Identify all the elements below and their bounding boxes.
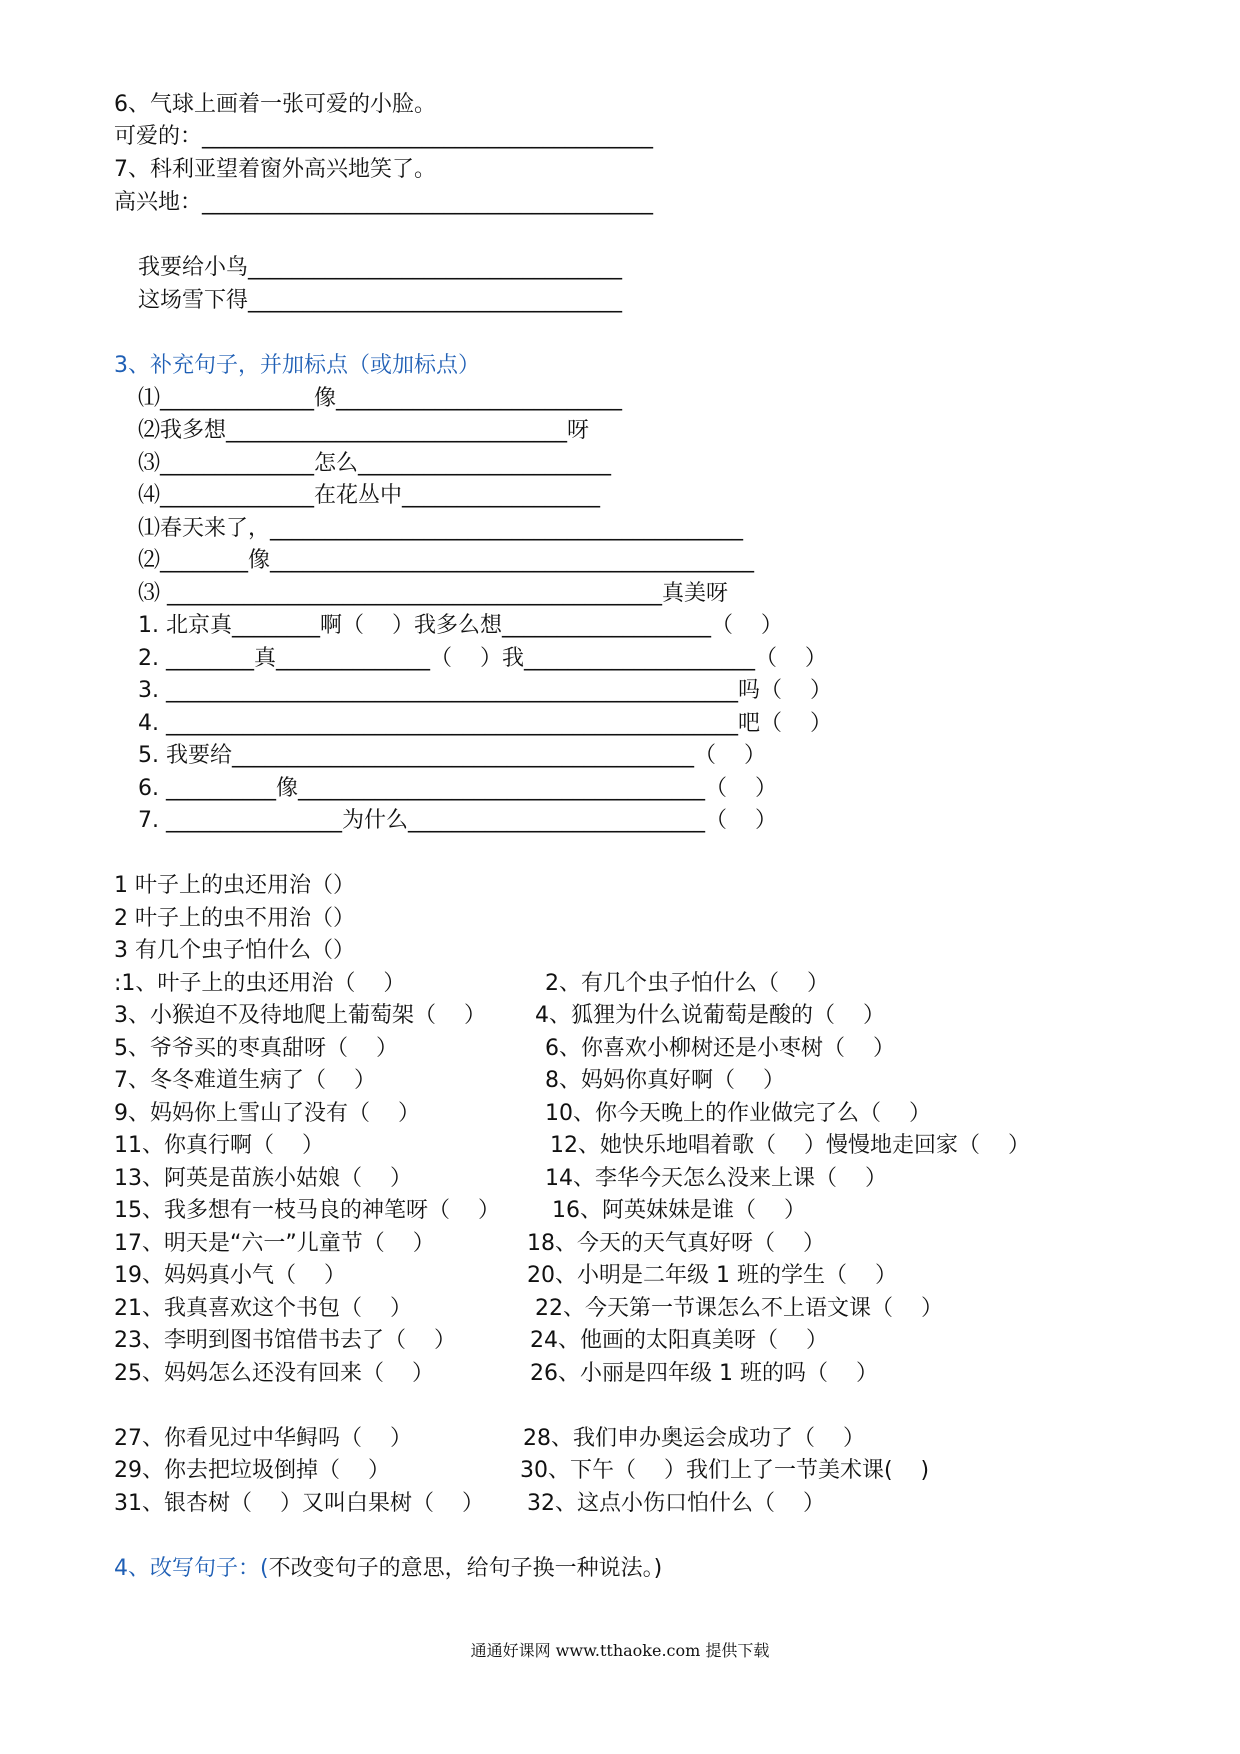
punct-item-right[interactable]: 32、这点小伤口怕什么（ ） bbox=[527, 1491, 825, 1516]
fill-item[interactable]: 6. __________像_____________________________________（ ） bbox=[138, 776, 777, 801]
fill-item[interactable]: ⑴______________像__________________________ bbox=[138, 386, 623, 411]
punct-item-left[interactable]: 17、明天是“六一”儿童节（ ） bbox=[114, 1231, 435, 1256]
punct-item-right[interactable]: 12、她快乐地唱着歌（ ）慢慢地走回家（ ） bbox=[550, 1133, 1030, 1158]
blank-line-kearde[interactable]: 可爱的：_________________________________________ bbox=[114, 124, 654, 149]
fill-item[interactable]: ⑵________像____________________________________________ bbox=[138, 548, 755, 573]
punct-item-right[interactable]: 24、他画的太阳真美呀（ ） bbox=[530, 1328, 828, 1353]
sentence-7: 7、科利亚望着窗外高兴地笑了。 bbox=[114, 157, 436, 182]
punct-item-left[interactable]: 15、我多想有一枝马良的神笔呀（ ） bbox=[114, 1198, 500, 1223]
punct-item-right[interactable]: 2、有几个虫子怕什么（ ） bbox=[545, 971, 829, 996]
punct-item-right[interactable]: 18、今天的天气真好呀（ ） bbox=[527, 1231, 825, 1256]
fill-item[interactable]: ⑵我多想_______________________________呀 bbox=[138, 418, 590, 443]
fill-item[interactable]: 1. 北京真________啊（ ）我多么想___________________（ ） bbox=[138, 613, 783, 638]
punct-item-left[interactable]: 5、爷爷买的枣真甜呀（ ） bbox=[114, 1036, 398, 1061]
blank-line-xiaoniao[interactable]: 我要给小鸟__________________________________ bbox=[138, 255, 623, 280]
punct-item-left[interactable]: 23、李明到图书馆借书去了（ ） bbox=[114, 1328, 456, 1353]
fill-item[interactable]: 7. ________________为什么___________________________（ ） bbox=[138, 808, 777, 833]
punct-short-item: 1 叶子上的虫还用治（） bbox=[114, 873, 355, 898]
punct-item-left[interactable]: 3、小猴迫不及待地爬上葡萄架（ ） bbox=[114, 1003, 486, 1028]
page-footer: 通通好课网 www.tthaoke.com 提供下载 bbox=[470, 1641, 770, 1660]
fill-item[interactable]: 2. ________真______________（ ）我_____________________（ ） bbox=[138, 646, 827, 671]
punct-item-right[interactable]: 20、小明是二年级 1 班的学生（ ） bbox=[527, 1263, 897, 1288]
section-4-heading bbox=[114, 1554, 662, 1584]
fill-item[interactable]: 4. ____________________________________________________吧（ ） bbox=[138, 711, 832, 736]
punct-item-right[interactable]: 26、小丽是四年级 1 班的吗（ ） bbox=[530, 1361, 878, 1386]
punct-item-right[interactable]: 22、今天第一节课怎么不上语文课（ ） bbox=[535, 1296, 943, 1321]
fill-item[interactable]: ⑴春天来了，___________________________________________ bbox=[138, 516, 744, 541]
fill-item[interactable]: ⑶ _____________________________________________真美呀 bbox=[138, 581, 728, 606]
fill-item[interactable]: ⑶______________怎么_______________________ bbox=[138, 451, 612, 476]
punct-item-right[interactable]: 8、妈妈你真好啊（ ） bbox=[545, 1068, 785, 1093]
sentence-6: 6、气球上画着一张可爱的小脸。 bbox=[114, 92, 436, 117]
punct-item-left[interactable]: 29、你去把垃圾倒掉（ ） bbox=[114, 1458, 390, 1483]
punct-item-right[interactable]: 10、你今天晚上的作业做完了么（ ） bbox=[545, 1101, 931, 1126]
punct-item-right[interactable]: 28、我们申办奥运会成功了（ ） bbox=[523, 1426, 865, 1451]
punct-item-left[interactable]: 21、我真喜欢这个书包（ ） bbox=[114, 1296, 412, 1321]
punct-item-left[interactable]: 7、冬冬难道生病了（ ） bbox=[114, 1068, 376, 1093]
punct-short-item: 3 有几个虫子怕什么（） bbox=[114, 938, 355, 963]
section-4-label: 4、改写句子：( bbox=[114, 1556, 269, 1581]
punct-short-item: 2 叶子上的虫不用治（） bbox=[114, 906, 355, 931]
punct-item-left[interactable]: 9、妈妈你上雪山了没有（ ） bbox=[114, 1101, 420, 1126]
punct-item-left[interactable]: 27、你看见过中华鲟吗（ ） bbox=[114, 1426, 412, 1451]
punct-item-left[interactable]: 25、妈妈怎么还没有回来（ ） bbox=[114, 1361, 434, 1386]
punct-item-right[interactable]: 14、李华今天怎么没来上课（ ） bbox=[545, 1166, 887, 1191]
punct-item-right[interactable]: 4、狐狸为什么说葡萄是酸的（ ） bbox=[535, 1003, 885, 1028]
blank-line-xue[interactable]: 这场雪下得__________________________________ bbox=[138, 288, 623, 313]
punct-item-right[interactable]: 16、阿英妹妹是谁（ ） bbox=[552, 1198, 806, 1223]
section-3-heading: 3、补充句子，并加标点（或加标点） bbox=[114, 353, 480, 378]
fill-item[interactable]: ⑷______________在花丛中__________________ bbox=[138, 483, 601, 508]
fill-item[interactable]: 5. 我要给__________________________________________（ ） bbox=[138, 743, 766, 768]
punct-item-right[interactable]: 30、下午（ ）我们上了一节美术课( ) bbox=[520, 1458, 930, 1483]
punct-item-left[interactable]: 19、妈妈真小气（ ） bbox=[114, 1263, 346, 1288]
punct-item-left[interactable]: :1、叶子上的虫还用治（ ） bbox=[114, 971, 406, 996]
punct-item-right[interactable]: 6、你喜欢小柳树还是小枣树（ ） bbox=[545, 1036, 895, 1061]
punct-item-left[interactable]: 31、银杏树（ ）又叫白果树（ ） bbox=[114, 1491, 484, 1516]
fill-item[interactable]: 3. ____________________________________________________吗（ ） bbox=[138, 678, 832, 703]
punct-item-left[interactable]: 13、阿英是苗族小姑娘（ ） bbox=[114, 1166, 412, 1191]
blank-line-gaoxingdi[interactable]: 高兴地：_________________________________________ bbox=[114, 190, 654, 215]
punct-item-left[interactable]: 11、你真行啊（ ） bbox=[114, 1133, 324, 1158]
section-4-instruction: 不改变句子的意思，给句子换一种说法。) bbox=[268, 1556, 663, 1581]
